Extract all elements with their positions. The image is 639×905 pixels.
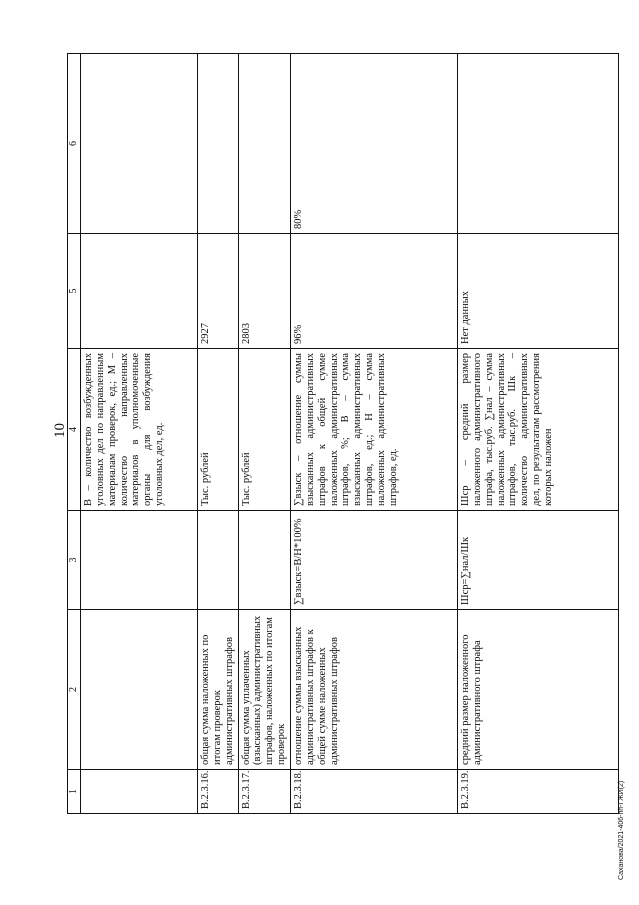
rotated-table-wrapper xyxy=(67,54,607,814)
value-cell: 96% xyxy=(291,234,458,349)
header-row xyxy=(68,54,81,814)
table-row xyxy=(291,54,458,814)
table-row xyxy=(81,54,198,814)
indicator-name: отношение суммы взысканных административных штрафов к общей сумме наложенных административных штрафов xyxy=(291,610,458,770)
row-number: В.2.3.19. xyxy=(458,770,619,814)
indicator-name: общая сумма уплаченных (взысканных) административных штрафов, наложенных по итогам проверок xyxy=(238,610,290,770)
target-cell xyxy=(238,54,290,234)
units-cell: Тыс. рублей xyxy=(198,349,239,511)
page-number: 10 xyxy=(52,423,68,438)
table-row xyxy=(198,54,239,814)
table-row xyxy=(458,54,619,814)
units-cell: Шср – средний размер наложенного административного штрафа, тыс.руб. ∑нал – сумма наложенных административных штрафов, тыс.руб. Шк – количество административных дел, по результатам рассмотрения которых наложен xyxy=(458,349,619,511)
row-number: В.2.3.17. xyxy=(238,770,290,814)
formula-cell xyxy=(238,511,290,610)
formula-cell: Шср=∑нал/Шк xyxy=(458,511,619,610)
document-code: Саханова/2021-406-пп-ГЖИ(2) xyxy=(618,780,625,880)
formula-cell: ∑взыск=В/Н*100% xyxy=(291,511,458,610)
header-cell: 6 xyxy=(68,54,81,234)
value-cell: 2927 xyxy=(198,234,239,349)
header-cell: 1 xyxy=(68,770,81,814)
row-number: В.2.3.18. xyxy=(291,770,458,814)
target-cell: 80% xyxy=(291,54,458,234)
indicator-name: средний размер наложенного административного штрафа xyxy=(458,610,619,770)
indicators-table xyxy=(67,53,619,814)
target-cell xyxy=(198,54,239,234)
target-cell xyxy=(458,54,619,234)
units-cell: ∑взыск – отношение суммы взысканных административных штрафов к общей сумме наложенных административных штрафов, %; В – сумма взысканных административных штрафов, ед.; Н – сумма наложенных административных штрафов, ед. xyxy=(291,349,458,511)
table-row xyxy=(238,54,290,814)
header-cell: 5 xyxy=(68,234,81,349)
row-number: В.2.3.16. xyxy=(198,770,239,814)
value-cell: Нет данных xyxy=(458,234,619,349)
header-cell: 2 xyxy=(68,610,81,770)
value-cell: 2803 xyxy=(238,234,290,349)
units-cell: В – количество возбужденных уголовных дел по направленным материалам проверок, ед.; М – количество направленных материалов в уполномоченные органы для возбуждения уголовных дел, ед. xyxy=(81,349,198,511)
header-cell: 4 xyxy=(68,349,81,511)
units-cell: Тыс. рублей xyxy=(238,349,290,511)
formula-cell xyxy=(198,511,239,610)
header-cell: 3 xyxy=(68,511,81,610)
indicator-name: общая сумма наложенных по итогам проверок административных штрафов xyxy=(198,610,239,770)
